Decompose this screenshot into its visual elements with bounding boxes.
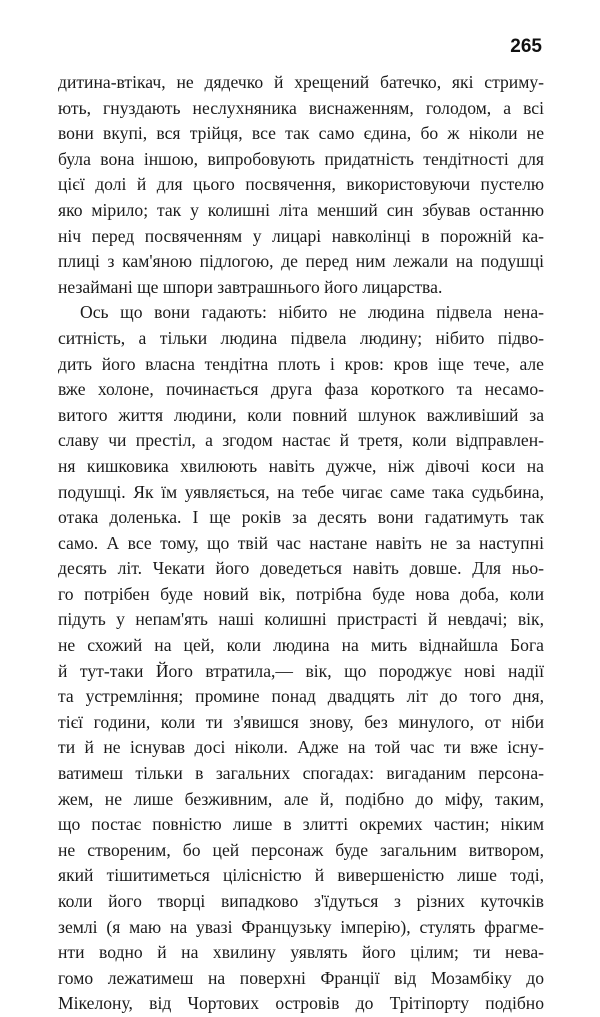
- text-line: підуть у непам'ять наші колишні пристрасті й невдачі; вік,: [58, 609, 544, 630]
- text-line: го потрібен буде новий вік, потрібна буде нова доба, коли: [58, 583, 544, 604]
- text-line: цієї долі й для цього посвячення, використовуючи пустелю: [58, 174, 544, 195]
- text-line: й тут-таки Його втратила,— вік, що породжує нові надії: [58, 660, 544, 681]
- text-line: ситність, а тільки людина підвела людину; нібито підво-: [58, 327, 544, 348]
- text-line: Мікелону, від Чортових островів до Трітіпорту подібно: [58, 993, 544, 1014]
- text-line: коли його творці випадково з'їдуться з різних куточків: [58, 891, 544, 911]
- text-line: та устремління; промине понад двадцять літ до того дня,: [58, 686, 544, 707]
- text-line: гомо лежатимеш на поверхні Франції від Мозамбіку до: [58, 967, 544, 988]
- page-number: 265: [510, 36, 542, 57]
- text-line: не створеним, бо цей персонаж буде загальним витвором,: [58, 839, 544, 860]
- paragraph-1: [58, 70, 544, 300]
- text-line: само. А все тому, що твій час настане навіть не за наступні: [58, 532, 544, 553]
- text-line: була вона іншою, випробовують придатність тендітності для: [58, 148, 544, 169]
- text-line: землі (я маю на увазі Французьку імперію), стулять фрагме-: [58, 916, 544, 937]
- text-line: не схожий на цей, коли людина на мить віднайшла Бога: [58, 635, 544, 656]
- text-line: дитина-втікач, не дядечко й хрещений батечко, які стриму-: [58, 72, 544, 92]
- text-line: подушці. Як їм уявляється, на тебе чигає саме така судьбина,: [58, 481, 544, 502]
- text-line: тієї години, коли ти з'явишся знову, без минулого, от ніби: [58, 711, 544, 732]
- body-text: [58, 70, 544, 1017]
- text-line: який тішитиметься цілісністю й вивершеністю лише тоді,: [58, 865, 544, 886]
- text-line: плиці з кам'яною підлогою, де перед ним лежали на подушці: [58, 251, 544, 272]
- text-line: яко мірило; так у колишні літа менший син збував останню: [58, 199, 544, 220]
- text-line: дить його власна тендітна плоть і кров: кров іще тече, але: [58, 353, 544, 374]
- text-line: нти водно й на хвилину уявлять його цілим; ти нева-: [58, 942, 544, 963]
- text-line: ніч перед посвяченням у лицарі навколінці в порожній ка-: [58, 225, 544, 246]
- paragraph-2: [58, 300, 544, 1017]
- text-line: витого життя людини, коли повний шлунок важливіший за: [58, 404, 544, 425]
- text-line: Ось що вони гадають: нібито не людина підвела нена-: [80, 302, 544, 323]
- text-line: що постає повністю лише в злитті окремих частин; ніким: [58, 814, 544, 835]
- text-line: ють, гнуздають неслухняника виснаженням, голодом, а всі: [58, 97, 544, 118]
- text-line: ти й не існував досі ніколи. Адже на той час ти вже існу-: [58, 737, 544, 758]
- text-line: вони вкупі, вся трійця, все так само єдина, бо ж ніколи не: [58, 123, 544, 144]
- text-line: отака доленька. І ще років за десять вони гадатимуть так: [58, 507, 544, 528]
- text-line: незаймані ще шпори завтрашнього його лицарства.: [58, 276, 443, 297]
- text-line: десять літ. Чекати його доведеться навіть довше. Для ньо-: [58, 558, 544, 579]
- text-line: вже холоне, починається друга фаза короткого та несамо-: [58, 379, 544, 400]
- text-line: ватимеш тільки в загальних спогадах: вигаданим персона-: [58, 763, 544, 784]
- text-line: жем, не лише безживним, але й, подібно до міфу, таким,: [58, 788, 544, 809]
- text-line: ня кишковика хвилюють навіть дужче, ніж дівочі коси на: [58, 455, 544, 476]
- text-line: славу чи престіл, а згодом настає й третя, коли відправлен-: [58, 430, 544, 451]
